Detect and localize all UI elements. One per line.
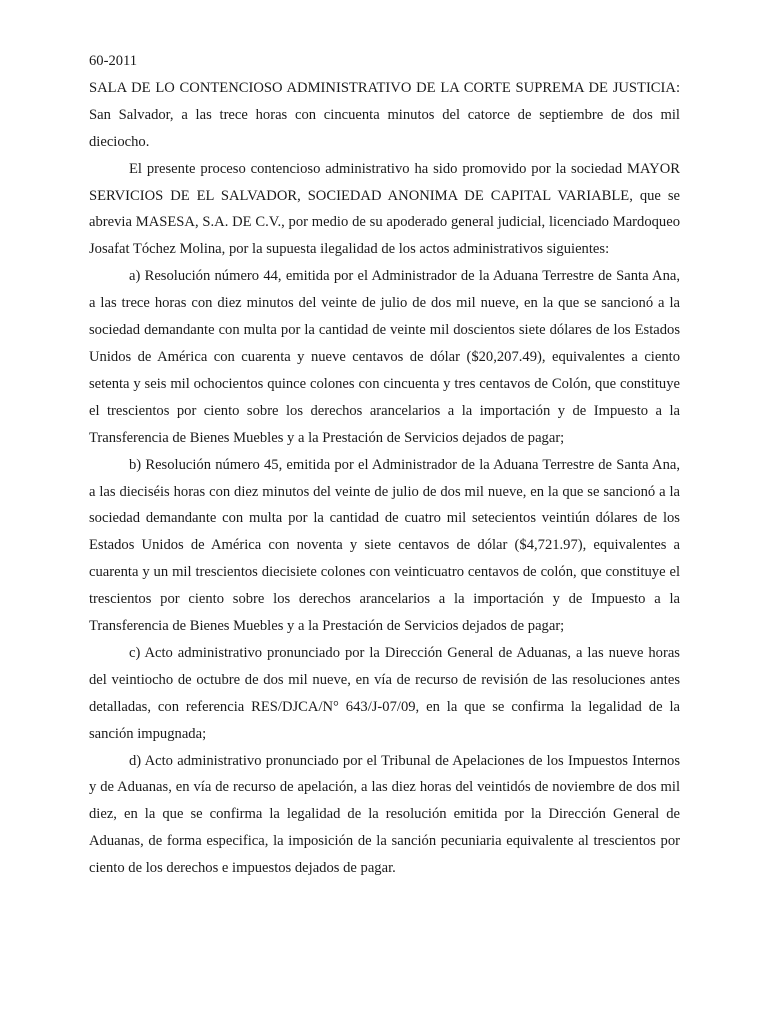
item-c-paragraph: c) Acto administrativo pronunciado por la Dirección General de Aduanas, a las nueve horas del veintiocho de octubre de dos mil nueve, en vía de recurso de revisión de las resoluciones antes detalladas, con referencia RES/DJCA/N° 643/J-07/09, en la que se confirma la legalidad de la sanción impugnada;: [89, 644, 680, 742]
item-b-paragraph: b) Resolución número 45, emitida por el Administrador de la Aduana Terrestre de Santa Ana, a las dieciséis horas con diez minutos del veinte de julio de dos mil nueve, en la que se sancionó a la sociedad demandante con multa por la cantidad de cuatro mil setecientos veintiún dólares de los Estados Unidos de América con noventa y siete centavos de dólar ($4,721.97), equivalentes a cuarenta y un mil trescientos diecisiete colones con veinticuatro centavos de colón, que constituye el trescientos por ciento sobre los derechos arancelarios a la importación y de Impuesto a la Transferencia de Bienes Muebles y a la Prestación de Servicios dejados de pagar;: [89, 456, 680, 635]
intro-paragraph: El presente proceso contencioso administrativo ha sido promovido por la sociedad MAYOR SERVICIOS DE EL SALVADOR, SOCIEDAD ANONIMA DE CAPITAL VARIABLE, que se abrevia MASESA, S.A. DE C.V., por medio de su apoderado general judicial, licenciado Mardoqueo Josafat Tóchez Molina, por la supuesta ilegalidad de los actos administrativos siguientes:: [89, 160, 680, 258]
heading-paragraph: SALA DE LO CONTENCIOSO ADMINISTRATIVO DE LA CORTE SUPREMA DE JUSTICIA: San Salvador, a las trece horas con cincuenta minutos del catorce de septiembre de dos mil dieciocho.: [89, 79, 680, 150]
case-number: 60-2011: [89, 53, 138, 69]
item-d-paragraph: d) Acto administrativo pronunciado por el Tribunal de Apelaciones de los Impuestos Internos y de Aduanas, en vía de recurso de apelación, a las diez horas del veintidós de noviembre de dos mil diez, en la que se confirma la legalidad de la resolución emitida por la Dirección General de Aduanas, de forma especifica, la imposición de la sanción pecuniaria equivalente al trescientos por ciento de los derechos e impuestos dejados de pagar.: [89, 752, 680, 877]
item-a-paragraph: a) Resolución número 44, emitida por el Administrador de la Aduana Terrestre de Santa Ana, a las trece horas con diez minutos del veinte de julio de dos mil nueve, en la que se sancionó a la sociedad demandante con multa por la cantidad de veinte mil doscientos siete dólares de los Estados Unidos de América con cuarenta y nueve centavos de dólar ($20,207.49), equivalentes a ciento setenta y seis mil ochocientos quince colones con cincuenta y tres centavos de Colón, que constituye el trescientos por ciento sobre los derechos arancelarios a la importación y de Impuesto a la Transferencia de Bienes Muebles y a la Prestación de Servicios dejados de pagar;: [89, 268, 680, 446]
document-page: [89, 48, 680, 882]
